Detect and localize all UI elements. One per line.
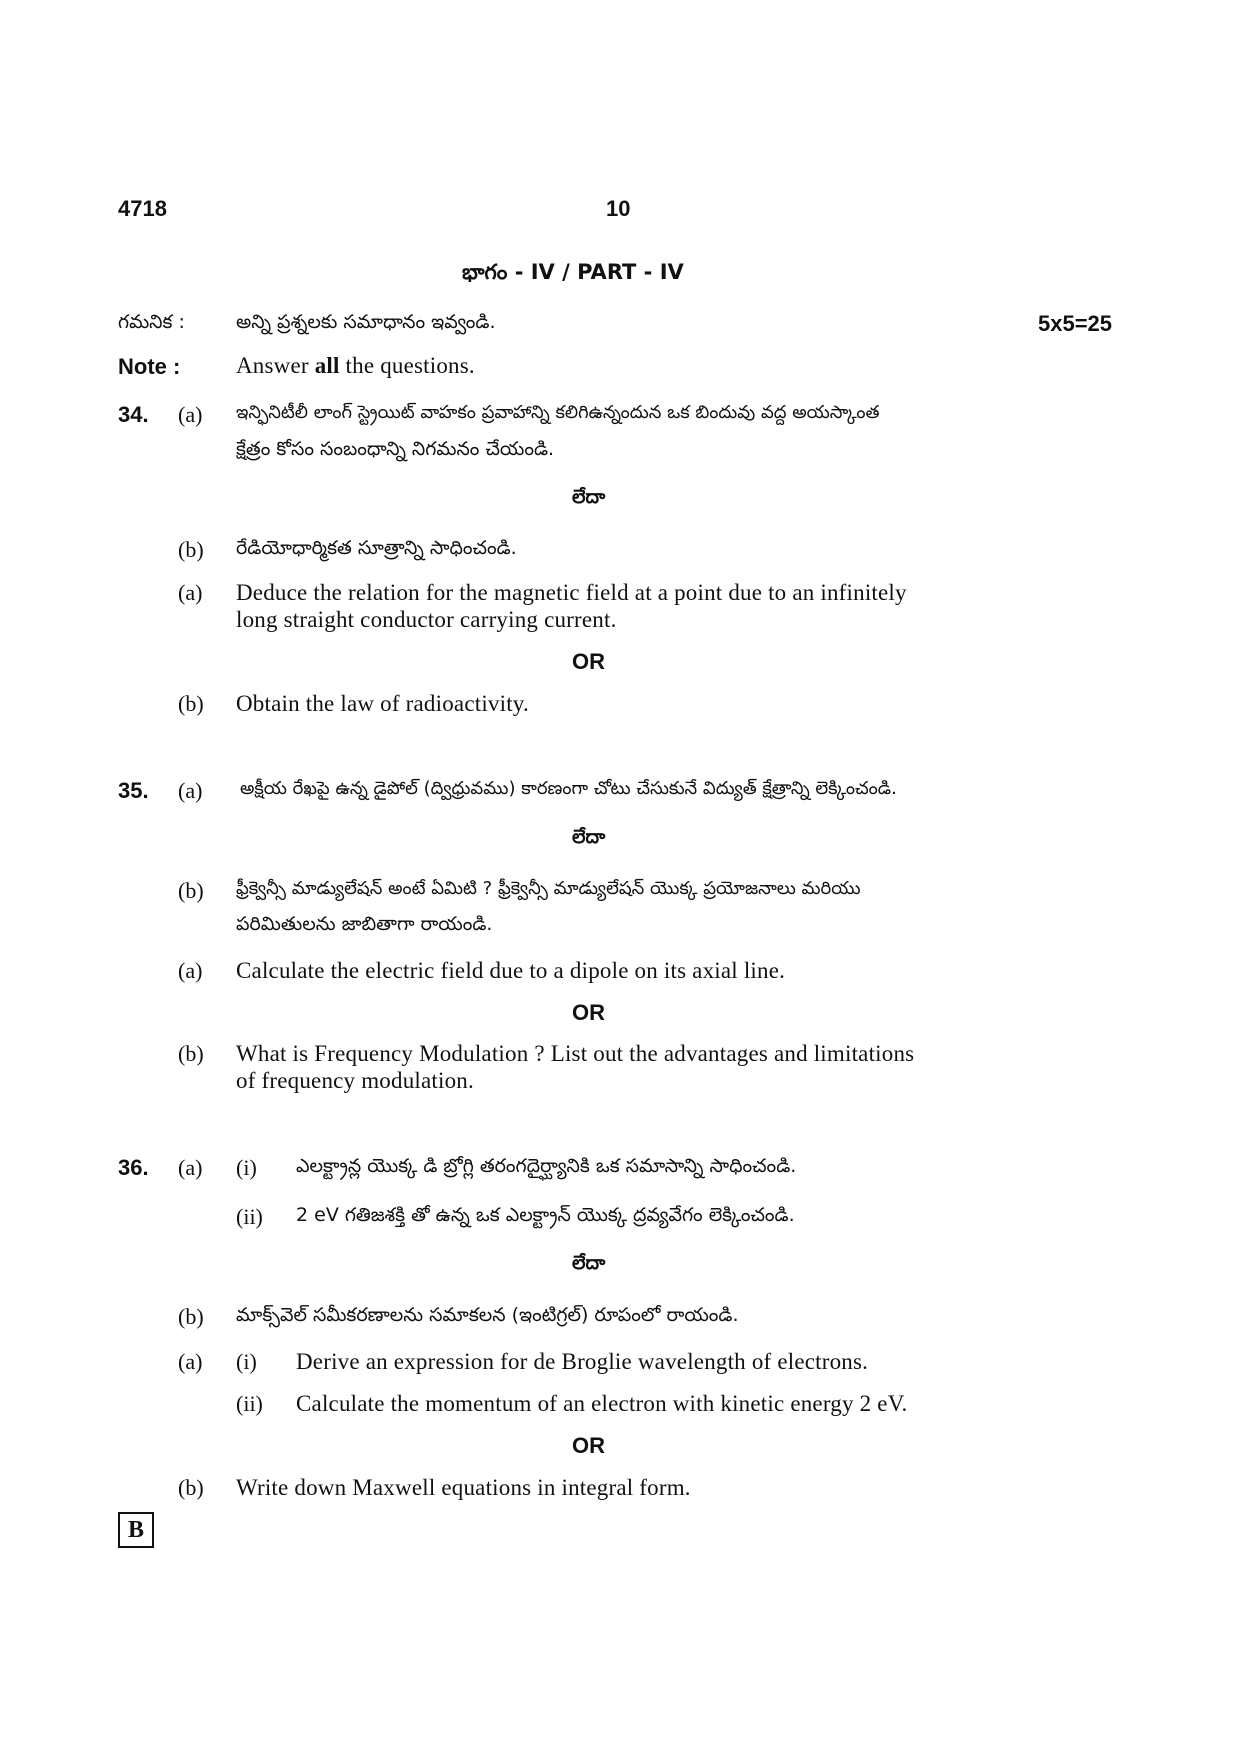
question-34-number: 34. [118,402,149,427]
q34-en-a-line1: Deduce the relation for the magnetic field at a point due to an infinitely [236,580,907,605]
marks-scheme: 5x5=25 [1038,311,1113,336]
q36-te-i-label: (i) [236,1155,257,1180]
question-35-number: 35. [118,778,149,803]
q35-en-a: Calculate the electric field due to a dipole on its axial line. [236,958,786,983]
paper-code: 4718 [118,196,167,221]
q36-te-a-i: ఎలక్ట్రాన్ల యొక్క డి బ్రోగ్లి తరంగదైర్ఘ్యానికి ఒక సమాసాన్ని సాధించండి. [296,1155,797,1177]
question-36-number: 36. [118,1155,149,1180]
note-te-label: గమనిక : [118,311,185,333]
q36-te-b: మాక్స్‌వెల్ సమీకరణాలను సమాకలన (ఇంటిగ్రల్) రూపంలో రాయండి. [236,1304,739,1326]
q35-te-b-line1: ఫ్రీక్వెన్సీ మాడ్యులేషన్ అంటే ఏమిటి ? ఫ్రీక్వెన్సీ మాడ్యులేషన్ యొక్క ప్రయోజనాలు మరియు [236,878,861,899]
part-title: భాగం - IV / PART - IV [462,260,684,284]
note-en-text: Answer all the questions. [236,353,475,378]
q35-or-te: లేదా [572,826,606,848]
q35-te-b-label: (b) [178,878,204,903]
q35-or-en: OR [572,1000,605,1025]
q36-or-te: లేదా [572,1252,606,1274]
q36-en-ii-label: (ii) [236,1391,263,1416]
q36-or-en: OR [572,1433,605,1458]
q36-te-b-label: (b) [178,1304,204,1329]
q36-en-i-label: (i) [236,1349,257,1374]
page-number: 10 [606,196,631,221]
q34-or-te: లేదా [572,486,606,508]
q34-en-b: Obtain the law of radioactivity. [236,691,529,716]
q35-te-b-line2: పరిమితులను జాబితాగా రాయండి. [236,913,493,935]
q34-en-a-line2: long straight conductor carrying current. [236,607,617,632]
q34-te-b-label: (b) [178,537,204,562]
q35-en-b-line2: of frequency modulation. [236,1068,474,1093]
q35-te-a-label: (a) [178,778,203,803]
q34-te-a-label: (a) [178,402,203,427]
note-en-label: Note : [118,354,181,379]
q36-en-a-label: (a) [178,1349,203,1374]
q34-en-a-label: (a) [178,580,203,605]
q34-te-a-line1: ఇన్ఫినిటీలీ లాంగ్ స్ట్రెయిట్ వాహకం ప్రవాహాన్ని కలిగిఉన్నందున ఒక బిందువు వద్ద అయస్కాంత [236,402,880,423]
note-te-text: అన్ని ప్రశ్నలకు సమాధానం ఇవ్వండి. [236,311,496,333]
q36-te-a-ii: 2 eV గతిజశక్తి తో ఉన్న ఒక ఎలక్ట్రాన్ యొక్క ద్రవ్యవేగం లెక్కించండి. [296,1204,795,1226]
q35-en-b-label: (b) [178,1041,204,1066]
q36-en-a-i: Derive an expression for de Broglie wavelength of electrons. [296,1349,869,1374]
q36-en-a-ii: Calculate the momentum of an electron with kinetic energy 2 eV. [296,1391,908,1416]
q36-te-ii-label: (ii) [236,1204,263,1229]
q36-en-b-label: (b) [178,1475,204,1500]
q34-te-b: రేడియోధార్మికత సూత్రాన్ని సాధించండి. [236,537,517,559]
booklet-series-box: B [118,1512,154,1548]
q34-or-en: OR [572,649,605,674]
q35-en-a-label: (a) [178,958,203,983]
q36-te-a-label: (a) [178,1155,203,1180]
q36-en-b: Write down Maxwell equations in integral form. [236,1475,691,1500]
q35-te-a: అక్షీయ రేఖపై ఉన్న డైపోల్ (ద్విధ్రువము) కారణంగా చోటు చేసుకునే విద్యుత్ క్షేత్రాన్ని లెక్కించండి. [240,778,897,799]
q34-en-b-label: (b) [178,691,204,716]
q34-te-a-line2: క్షేత్రం కోసం సంబంధాన్ని నిగమనం చేయండి. [236,438,555,460]
q35-en-b-line1: What is Frequency Modulation ? List out the advantages and limitations [236,1041,915,1066]
